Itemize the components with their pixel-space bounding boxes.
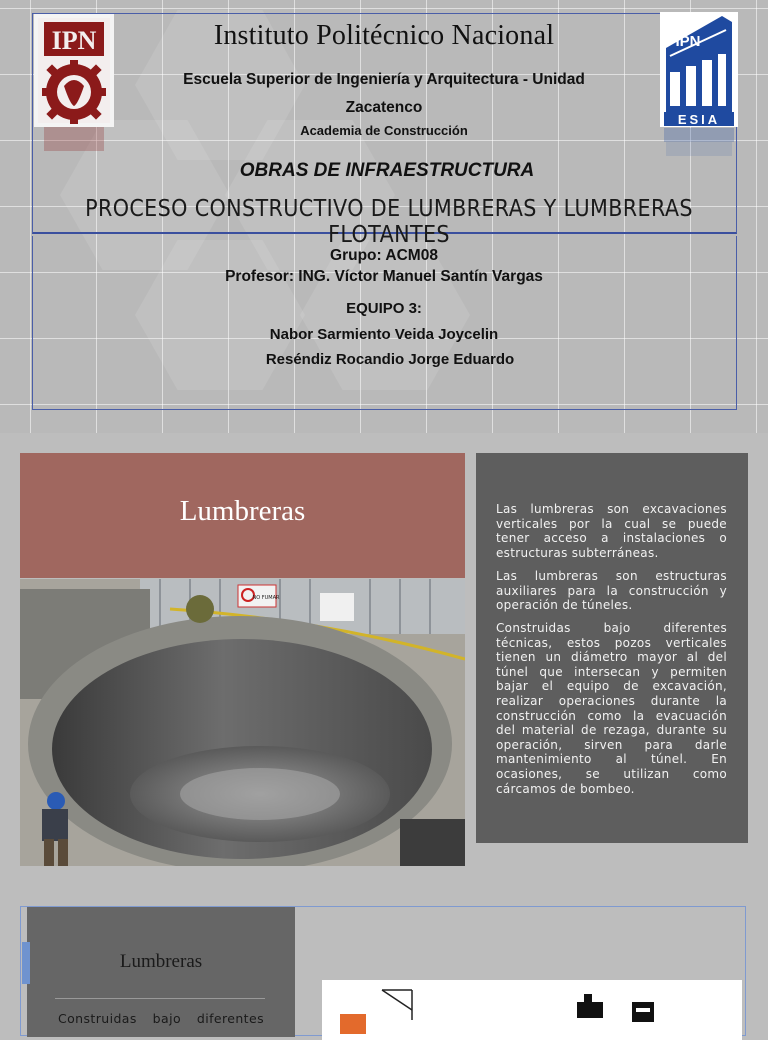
slide-title: Lumbreras [179,495,306,527]
lumbreras-slide-2 [0,866,768,1024]
slide-title: Lumbreras [119,951,203,972]
paragraph: Construidas bajo diferentes [58,1011,264,1026]
svg-text:IPN: IPN [675,33,701,50]
team-label: EQUIPO 3: [346,300,422,317]
shaft-photo [20,579,465,866]
divider [55,998,265,999]
school-name: Escuela Superior de Ingeniería y Arquitectura - Unidad Zacatenco [183,71,585,116]
paragraph: Las lumbreras son estructuras auxiliares para la construcción y operación de túneles. [496,569,727,613]
institution-name: Instituto Politécnico Nacional [213,20,555,51]
lumbreras-slide [0,433,768,865]
title-band [20,453,465,578]
svg-text:IPN: IPN [51,26,97,55]
paragraph: Construidas bajo diferentes técnicas, estos pozos verticales tienen un diámetro mayor al del túnel que intersecan y permiten bajar el equipo de excavación, realizar operaciones durante la construcción como la evacuación del material de rezaga, durante su operación, sirven para darle mantenimiento al túnel. En ocasiones, se utilizan como cárcamos de bombeo. [496,621,727,796]
description-panel [476,453,748,843]
team-member: Reséndiz Rocandio Jorge Eduardo [265,351,515,368]
svg-text:NO FUMAR: NO FUMAR [252,595,280,601]
paragraph: Las lumbreras son excavaciones verticales por la cual se puede tener acceso a instalaciones o estructuras subterráneas. [496,502,727,560]
topic-title: PROCESO CONSTRUCTIVO DE LUMBRERAS Y LUMBRERAS FLOTANTES [85,196,693,248]
diagram-image [322,980,742,1040]
group-label: Grupo: ACM08 [330,247,438,264]
title-slide [0,0,768,433]
course-title: OBRAS DE INFRAESTRUCTURA [239,160,535,181]
team-member: Nabor Sarmiento Veida Joycelin [269,326,499,343]
academy-name: Academia de Construcción [300,123,468,138]
professor-label: Profesor: ING. Víctor Manuel Santín Vargas [225,268,543,285]
svg-text:ESIA: ESIA [677,112,721,127]
